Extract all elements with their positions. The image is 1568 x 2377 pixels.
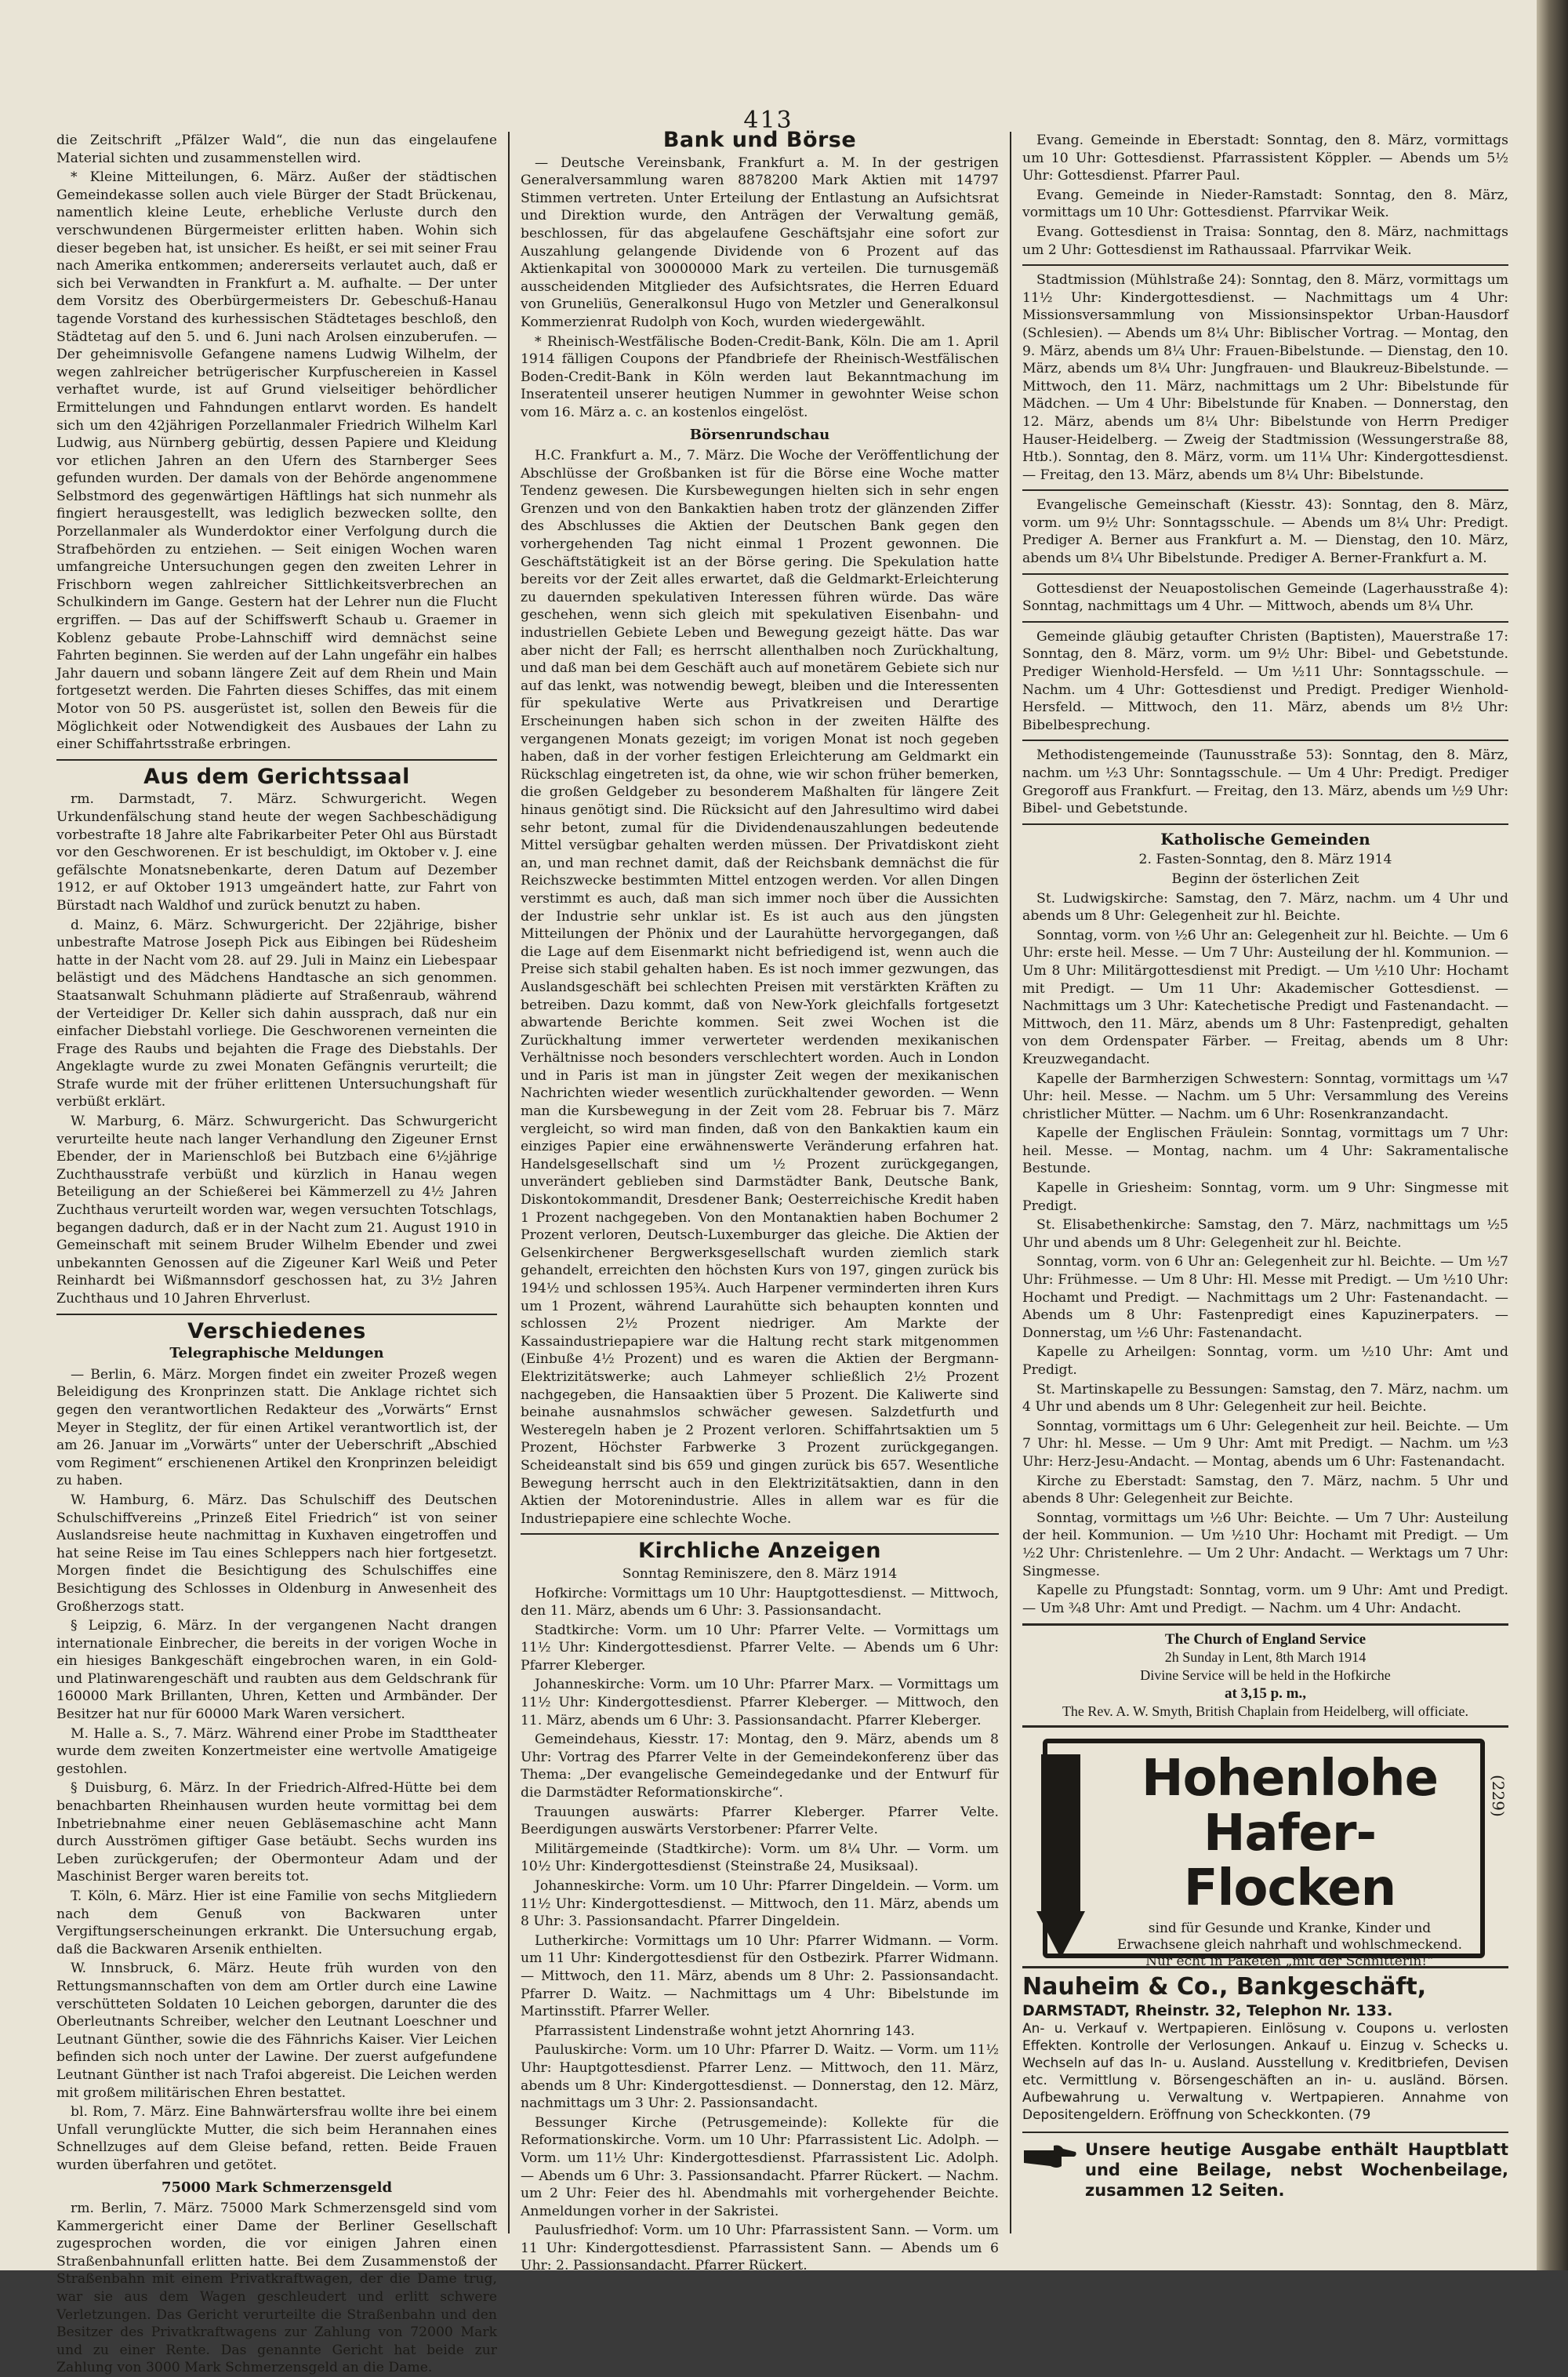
ad-hohenlohe-text: sind für Gesunde und Kranke, Kinder und Erwachsene gleich nahrhaft und wohlschmeckend. Nur echt in Paketen „mit der Schnitterin!“ (1116, 1921, 1463, 1970)
church-entry: Kirche zu Eberstadt: Samstag, den 7. März, nachm. 5 Uhr und abends 8 Uhr: Gelegenheit zur Beichte. (1022, 1473, 1508, 1507)
church-entry: Kapelle der Barmherzigen Schwestern: Sonntag, vormittags um ¼7 Uhr: heil. Messe. — Nachm. um 5 Uhr: Versammlung des Vereins christlicher Mütter. — Nachm. um 6 Uhr: Rosenkranzandacht. (1022, 1070, 1508, 1122)
church-entry: Paulusfriedhof: Vorm. um 10 Uhr: Pfarrassistent Sann. — Vorm. um 11 Uhr: Kindergottesdienst. Pfarrassistent Sann. — Abends um 6 Uhr: 2. Passionsandacht. Pfarrer Rückert. (521, 2223, 999, 2274)
church-entry: St. Elisabethenkirche: Samstag, den 7. März, nachmittags um ½5 Uhr und abends um 8 Uhr: Gelegenheit zur hl. Beichte. (1022, 1217, 1508, 1251)
divider (56, 1314, 497, 1315)
article-paragraph: — Deutsche Vereinsbank, Frankfurt a. M. In der gestrigen Generalversammlung waren 8878200 Mark Aktien mit 14797 Stimmen vertreten. Unter Erteilung der Entlastung an Aufsichtsrat und Direktion wurde, den Anträgen der Verwaltung gemäß, beschlossen, für das abgelaufene Geschäftsjahr eine sofort zur Auszahlung gelangende Dividende von 6 Prozent auf das Aktienkapital von 30000000 Mark zu verteilen. Die turnusgemäß ausscheidenden Mitglieder des Aufsichtsrates, die Herren Eduard von Gruneliüs, Generalkonsul Hugo von Metzler und Generalkonsul Kommerzienrat Rudolph von Koch, wurden wiedergewählt. (521, 154, 999, 330)
church-entry-neuapostolisch: Gottesdienst der Neuapostolischen Gemeinde (Lagerhausstraße 4): Sonntag, nachmittags um 4 Uhr. — Mittwoch, abends um 8¼ Uhr. (1022, 580, 1508, 615)
article-paragraph: H.C. Frankfurt a. M., 7. März. Die Woche der Veröffentlichung der Abschlüsse der Großbanken ist für die Börse eine Woche matter Tendenz gewesen. Die Kursbewegungen hielten sich in sehr engen Grenzen und von den Bankaktien haben trotz der glänzenden Ziffer des Abschlusses die Aktien der Deutschen Bank gegen den vorhergehenden Tag nicht einmal 1 Prozent gewonnen. Die Geschäftstätigkeit ist an der Börse gering. Die Spekulation hatte bereits vor der Zeit alles erwartet, daß die Geldmarkt-Erleichterung zu dauernden spekulativen Interessen führen würde. Das wäre geschehen, wenn sich gleich mit spekulativen Eisenbahn- und industriellen Gebiete Leben und Bewegung gezeigt hätte. Das war aber nicht der Fall; es herrscht allenthalben noch Zurückhaltung, und daß man bei dem Geschäft auch auf monetärem Gebiete sich nur auf das lenkt, was notwendig bewegt, bleiben und die Interessenten für spekulative Werte aus Privatkreisen und Derartige Erscheinungen haben sich schon in der zweiten Hälfte des vergangenen Monats gezeigt; im vorigen Monat ist noch gegeben haben, daß in der vorher festigen Erleichterung am Geldmarkt ein Rückschlag eingetreten ist, da ohne, wie wir schon früher bemerken, die großen Geldgeber zu besonderem Maßhalten für längere Zeit hinaus genötigt sind. Die Rücksicht auf den Jahresultimo wird dabei sehr betont, zumal für die Dividendenauszahlungen bedeutende Mittel versügbar gehalten werden müssen. Der Privatdiskont zieht an, und man rechnet damit, daß der Reichsbank demnächst die für Reichszwecke bestimmten Mittel entzogen werden. Vor allen Dingen verstimmt es auch, daß man sich immer noch über die Aussichten der Industrie sehr unklar ist. Es ist auch aus den jüngsten Mitteilungen der Phönix und der Laurahütte hervorgegangen, daß die Lage auf dem Eisenmarkt nicht befriedigend ist, wenn auch die Preise sich stabil gehalten haben. Es ist noch immer gezwungen, das Auslandsgeschäft bei schlechten Preisen mit verstärkten Kräften zu betreiben. Dazu kommt, daß von New-York gleichfalls fortgesetzt abwartende Berichte kommen. Seit zwei Wochen ist die Zurückhaltung immer verwerteter werdenden mexikanischen Verhältnisse noch besonders verschlechtert worden. Auch in London und in Paris ist man in jüngster Zeit wegen der mexikanischen Nachrichten wieder wesentlich zurückhaltender geworden. — Wenn man die Kursbewegung in der Zeit vom 28. Februar bis 7. März vergleicht, so wird man finden, daß von den Bankaktien kaum ein einziges Papier eine erwähnenswerte Veränderung erfahren hat. Handelsgesellschaft sind um ½ Prozent zurückgegangen, unverändert geblieben sind Darmstädter Bank, Deutsche Bank, Diskontokommandit, Dresdener Bank; Oesterreichische Kredit haben 1 Prozent nachgegeben. Von den Montanaktien haben Bochumer 2 Prozent verloren, Deutsch-Luxemburger das gleiche. Die Aktien der Gelsenkirchener Bergwerksgesellschaft wurden ziemlich stark gehandelt, erreichten den höchsten Kurs von 197, gingen zurück bis 194½ und schlossen 195¾. Auch Harpener verminderten ihren Kurs um 1 Prozent, während Laurahütte sich behaupten konnten und schlossen 2½ Prozent niedriger. Am Markte der Kassaindustriepapiere war die Haltung recht stark mitgenommen (Einbuße 4½ Prozent) und es waren die Aktien der Bergmann-Elektrizitätswerke; auch Lahmeyer schließlich 2½ Prozent nachgegeben, die Hansaaktien über 5 Prozent. Die Kaliwerte sind beinahe ausnahmslos schwächer gewesen. Salzdetfurth und Westeregeln haben je 2 Prozent verloren. Schiffahrtsaktien um 5 Prozent, Höchster Farbwerke 3 Prozent zurückgegangen. Scheideanstalt sind bis 659 und gingen zurück bis 657. Wesentliche Bewegung herrscht auch in den Elektrizitätsaktien, dann in den Aktien der Motorenindustrie. Alles in allem war es für die Industriepapiere eine schlechte Woche. (521, 448, 999, 1527)
church-entry: Johanneskirche: Vorm. um 10 Uhr: Pfarrer Dingeldein. — Vorm. um 11½ Uhr: Kindergottesdienst. — Mittwoch, den 11. März, abends um 8 Uhr: 3. Passionsandacht. Pfarrer Dingeldein. (521, 1878, 999, 1930)
church-entry: Johanneskirche: Vorm. um 10 Uhr: Pfarrer Marx. — Vormittags um 11½ Uhr: Kindergottesdienst. Pfarrer Kleberger. — Mittwoch, den 11. März, abends um 6 Uhr: 3. Passionsandacht. Pfarrer Kleberger. (521, 1677, 999, 1728)
church-entry: Pfarrassistent Lindenstraße wohnt jetzt Ahornring 143. (535, 2023, 915, 2039)
divider (56, 759, 497, 761)
ad-church-line: 2h Sunday in Lent, 8th March 1914 (1164, 1649, 1367, 1666)
church-entry: Sonntag, vorm. von ½6 Uhr an: Gelegenheit zur hl. Beichte. — Um 6 Uhr: erste heil. Messe. — Um 7 Uhr: Austeilung der hl. Kommunion. — Um 8 Uhr: Militärgottesdienst mit Predigt. — Um ½10 Uhr: Hochamt mit Predigt. — Um 11 Uhr: Akademischer Gottesdienst. — Nachmittags um 3 Uhr: Katechetische Predigt und Fastenandacht. — Mittwoch, den 11. März, abends um 8 Uhr: Fastenpredigt, gehalten von dem Ordenspater Färber. — Freitag, abends um 8 Uhr: Kreuzwegandacht. (1022, 927, 1508, 1067)
ad-church-of-england (1022, 1623, 1508, 1728)
divider (521, 1533, 999, 1535)
church-entry: Evang. Gemeinde in Eberstadt: Sonntag, den 8. März, vormittags um 10 Uhr: Gottesdienst. Pfarrassistent Köppler. — Abends um 5½ Uhr: Gottesdienst. Pfarrer Paul. (1022, 133, 1508, 184)
church-entry: Trauungen auswärts: Pfarrer Kleberger. Pfarrer Velte. Beerdigungen auswärts Verstorbener: Pfarrer Velte. (521, 1804, 999, 1838)
ad-hohenlohe-brand: Hohenlohe (1142, 1750, 1438, 1808)
ad-bank-address: DARMSTADT, Rheinstr. 32, Telephon Nr. 133. (1022, 2002, 1393, 2020)
article-paragraph: W. Hamburg, 6. März. Das Schulschiff des Deutschen Schulschiffvereins „Prinzeß Eitel Friedrich“ ist von seiner Auslandsreise heute nachmittag in Kuxhaven eingetroffen und hat seine Reise im Tau eines Schleppers nach hier fortgesetzt. Morgen findet die Besichtigung des Schulschiffes eine Besichtigung des Schlosses in Oldenburg in Anwesenheit des Großherzogs statt. (56, 1492, 497, 1615)
church-entry: Bessunger Kirche (Petrusgemeinde): Kollekte für die Reformationskirche. Vorm. um 10 Uhr: Pfarrassistent Lic. Adolph. — Vorm. um 11½ Uhr: Kindergottesdienst. Pfarrassistent Lic. Adolph. — Abends um 6 Uhr: 3. Passionsandacht. Pfarrer Rückert. — Nachm. um 2 Uhr: Feier des hl. Abendmahls mit vorhergehender Beichte. Anmeldungen vorher in der Sakristei. (521, 2114, 999, 2219)
ad-church-title: The Church of England Service (1164, 1631, 1367, 1648)
section-title-gerichtssaal: Aus dem Gerichtssaal (143, 764, 410, 789)
church-entry: Hofkirche: Vormittags um 10 Uhr: Hauptgottesdienst. — Mittwoch, den 11. März, abends um 6 Uhr: 3. Passionsandacht. (521, 1585, 999, 1619)
ad-bank-services: An- u. Verkauf v. Wertpapieren. Einlösung v. Coupons u. verlosten Effekten. Kontrolle der Verlosungen. Ankauf u. Einzug v. Schecks u. Wechseln auf das In- u. Ausland. Ausstellung v. Kreditbriefen, Devisen etc. Vermittlung v. Börsengeschäften an in- u. ausländ. Börsen. Aufbewahrung u. Verwaltung v. Wertpapieren. Annahme von Depositengeldern. Eröffnung von Scheckkonten. (79 (1022, 2021, 1508, 2124)
ad-church-line: The Rev. A. W. Smyth, British Chaplain from Heidelberg, will officiate. (1062, 1703, 1469, 1720)
church-entry: Sonntag, vorm. von 6 Uhr an: Gelegenheit zur hl. Beichte. — Um ½7 Uhr: Frühmesse. — Um 8 Uhr: Hl. Messe mit Predigt. — Um ½10 Uhr: Hochamt und Predigt. — Nachmittags um 2 Uhr: Fastenandacht. — Abends um 8 Uhr: Fastenpredigt eines Kapuzinerpaters. — Donnerstag, um ½6 Uhr: Fastenandacht. (1022, 1254, 1508, 1341)
edition-notice (1022, 2132, 1508, 2201)
ad-hohenlohe-product: Hafer-Flocken (1183, 1805, 1396, 1918)
church-entry: Militärgemeinde (Stadtkirche): Vorm. um 8¼ Uhr. — Vorm. um 10½ Uhr: Kindergottesdienst (Steinstraße 24, Musiksaal). (521, 1841, 999, 1875)
church-entry: Kapelle zu Pfungstadt: Sonntag, vorm. um 9 Uhr: Amt und Predigt. — Um ¾8 Uhr: Amt und Predigt. — Nachm. um 4 Uhr: Andacht. (1022, 1583, 1508, 1616)
article-paragraph: § Leipzig, 6. März. In der vergangenen Nacht drangen internationale Einbrecher, die bereits in der vorigen Woche in ein hiesiges Bankgeschäft eingebrochen waren, in ein Gold- und Platinwarengeschäft und raubten aus dem Geldschrank für 160000 Mark Brillanten, Uhren, Ketten und Armbänder. Der Besitzer hat nur für 60000 Mark Waren versichert. (56, 1618, 497, 1723)
church-entry: Sonntag, vormittags um ½6 Uhr: Beichte. — Um 7 Uhr: Austeilung der heil. Kommunion. — Um ½10 Uhr: Hochamt mit Predigt. — Um ½2 Uhr: Christenlehre. — Um 2 Uhr: Andacht. — Werktags um 7 Uhr: Singmesse. (1022, 1510, 1508, 1579)
kirchliche-date: Sonntag Reminiszere, den 8. März 1914 (622, 1565, 898, 1582)
church-entry: St. Martinskapelle zu Bessungen: Samstag, den 7. März, nachm. um 4 Uhr und abends um 8 Uhr: Gelegenheit zur heil. Beichte. (1022, 1381, 1508, 1416)
church-entry: Lutherkirche: Vormittags um 10 Uhr: Pfarrer Widmann. — Vorm. um 11 Uhr: Kindergottesdienst für den Ostbezirk. Pfarrer Widmann. — Mittwoch, den 11. März, abends um 8 Uhr: 2. Passionsandacht. Pfarrer D. Waitz. — Nachmittags um 4 Uhr: Bibelstunde im Martinsstift. Pfarrer Weller. (521, 1932, 999, 2020)
article-paragraph: rm. Darmstadt, 7. März. Schwurgericht. Wegen Urkundenfälschung stand heute der wegen Sachbeschädigung vorbestrafte 18 Jahre alte Fabrikarbeiter Peter Ohl aus Bürstadt vor den Geschworenen. Er ist beschuldigt, im Oktober v. J. eine gefälschte Monatsnebenkarte, deren Datum auf Dezember 1912, er auf Oktober 1913 umgeändert hatte, zur Fahrt von Bürstadt nach Waldhof und zurück benutzt zu haben. (56, 791, 497, 914)
church-entry: Pauluskirche: Vorm. um 10 Uhr: Pfarrer D. Waitz. — Vorm. um 11½ Uhr: Hauptgottesdienst. Pfarrer Lenz. — Mittwoch, den 11. März, abends um 8 Uhr: Kindergottesdienst. — Donnerstag, den 12. März, nachmittags um 3 Uhr: 2. Passionsandacht. (521, 2042, 999, 2112)
arrow-icon (1036, 1754, 1085, 1958)
section-title-verschiedenes: Verschiedenes (187, 1318, 366, 1343)
kath-subtitle: Beginn der österlichen Zeit (1171, 870, 1359, 887)
church-entry: Sonntag, vormittags um 6 Uhr: Gelegenheit zur heil. Beichte. — Um 7 Uhr: hl. Messe. — Um 9 Uhr: Amt mit Predigt. — Nachm. um ½3 Uhr: Herz-Jesu-Andacht. — Montag, abends um 6 Uhr: Fastenandacht. (1022, 1418, 1508, 1470)
article-paragraph: rm. Berlin, 7. März. 75000 Mark Schmerzensgeld sind vom Kammergericht einer Dame der Berliner Gesellschaft zugesprochen worden, die vor einigen Jahren einen Straßenbahnunfall erlitten hatte. Bei dem Zusammenstoß der Straßenbahn mit einem Privatkraftwagen, der die Dame trug, war sie aus dem Wagen geschleudert und erlitt schwere Verletzungen. Das Gericht verurteilte die Straßenbahn und den Besitzer des Privatkraftwagens zur Zahlung von 72000 Mark und zu einer Rente. Das genannte Gericht hat beide zur Zahlung von 3000 Mark Schmerzensgeld an die Dame. (56, 2201, 497, 2376)
article-paragraph: M. Halle a. S., 7. März. Während einer Probe im Stadttheater wurde dem zweiten Konzertmeister eine wertvolle Amatigeige gestohlen. (56, 1725, 497, 1777)
divider (1022, 740, 1508, 741)
ad-church-time: at 3,15 p. m., (1225, 1685, 1306, 1703)
article-paragraph: bl. Rom, 7. März. Eine Bahnwärtersfrau wollte ihre bei einem Unfall verunglückte Mutter, die sich beim Herannahen eines Schnellzuges auf dem Gleise befand, retten. Beide Frauen wurden überfahren und getötet. (56, 2104, 497, 2173)
article-paragraph: W. Innsbruck, 6. März. Heute früh wurden von den Rettungsmannschaften von dem am Ortler durch eine Lawine verschütteten Soldaten 10 Leichen geborgen, darunter die des Oberleutnants Schreiber, welcher den Leutnant Loeschner und Leutnant Günther, sowie die des Fähnrichs Kaiser. Vier Leichen befinden sich noch unter der Lawine. Der zuerst aufgefundene Leutnant Günther ist nach Trafoi abgereist. Die Leichen werden mit großem militärischen Ehren bestattet. (56, 1961, 497, 2101)
divider (1022, 264, 1508, 266)
article-paragraph: * Rheinisch-Westfälische Boden-Credit-Bank, Köln. Die am 1. April 1914 fälligen Coupons der Pfandbriefe der Rheinisch-Westfälischen Boden-Credit-Bank in Köln werden laut Bekanntmachung im Inseratenteil unserer heutigen Nummer in gewohnter Weise schon vom 16. März a. c. an kostenlos eingelöst. (521, 333, 999, 420)
ad-bank-name: Nauheim & Co., Bankgeschäft, (1022, 1973, 1427, 2001)
divider (1022, 573, 1508, 575)
divider (1022, 621, 1508, 623)
section-title-katholisch: Katholische Gemeinden (1160, 829, 1370, 849)
church-entry: Evang. Gottesdienst in Traisa: Sonntag, den 8. März, nachmittags um 2 Uhr: Gottesdienst im Rathaussaal. Pfarrvikar Weik. (1022, 224, 1508, 258)
church-entry-baptisten: Gemeinde gläubig getaufter Christen (Baptisten), Mauerstraße 17: Sonntag, den 8. März, vorm. um 9½ Uhr: Bibel- und Gebetstunde. Prediger Wienhold-Hersfeld. — Um ½11 Uhr: Sonntagsschule. — Nachm. um 4 Uhr: Gottesdienst und Predigt. Prediger Wienhold-Hersfeld. — Mittwoch, den 11. März, abends um 8½ Uhr: Bibelbesprechung. (1022, 628, 1508, 733)
church-entry-methodisten: Methodistengemeinde (Taunusstraße 53): Sonntag, den 8. März, nachm. um ½3 Uhr: Sonntagsschule. — Um 4 Uhr: Predigt. Prediger Gregoroff aus Frankfurt. — Freitag, den 13. März, abends um ½9 Uhr: Bibel- und Gebetstunde. (1022, 747, 1508, 817)
ad-hohenlohe (1043, 1739, 1508, 1970)
ad-reference-number: (229) (1489, 1775, 1508, 1818)
church-entry: Stadtkirche: Vorm. um 10 Uhr: Pfarrer Velte. — Vormittags um 11½ Uhr: Kindergottesdienst. Pfarrer Velte. — Abends um 6 Uhr: Pfarrer Kleberger. (521, 1622, 999, 1674)
article-paragraph: T. Köln, 6. März. Hier ist eine Familie von sechs Mitgliedern nach dem Genuß von Backwaren unter Vergiftungserscheinungen erkrankt. Die Untersuchung ergab, daß die Backwaren Arsenik enthielten. (56, 1888, 497, 1957)
divider (1022, 489, 1508, 491)
church-entry: Kapelle der Englischen Fräulein: Sonntag, vormittags um 7 Uhr: heil. Messe. — Montag, nachm. um 4 Uhr: Sakramentalische Bestunde. (1022, 1125, 1508, 1177)
church-entry: Kapelle zu Arheilgen: Sonntag, vorm. um ½10 Uhr: Amt und Predigt. (1022, 1344, 1508, 1378)
column-right (1010, 132, 1519, 2233)
church-entry: St. Ludwigskirche: Samstag, den 7. März, nachm. um 4 Uhr und abends um 8 Uhr: Gelegenheit zur hl. Beichte. (1022, 890, 1508, 925)
article-paragraph: d. Mainz, 6. März. Schwurgericht. Der 22jährige, bisher unbestrafte Matrose Joseph Pick aus Eibingen bei Rüdesheim hatte in der Nacht vom 28. auf 29. Juli in Mainz ein Liebespaar belästigt und des Mädchens Handtasche an sich genommen. Staatsanwalt Schuhmann plädierte auf Straßenraub, während der Verteidiger Dr. Keller sich dahin aussprach, daß nur ein einfacher Diebstahl vorliege. Die Geschworenen verneinten die Frage des Raubs und bejahten die Frage des Diebstahls. Der Angeklagte wurde zu zwei Monaten Gefängnis verurteilt; die Strafe wurde mit der früher erlittenen Untersuchungshaft für verbüßt erklärt. (56, 917, 497, 1110)
column-middle (508, 128, 1010, 2274)
church-entry: Evang. Gemeinde in Nieder-Ramstadt: Sonntag, den 8. März, vormittags um 10 Uhr: Gottesdienst. Pfarrvikar Weik. (1022, 187, 1508, 221)
column-left (45, 132, 508, 2376)
article-paragraph: W. Marburg, 6. März. Schwurgericht. Das Schwurgericht verurteilte heute nach langer Verhandlung den Zigeuner Ernst Ebender, der in Marienschloß bei Butzbach eine 6½jährige Zuchthausstrafe verbüßt und kürzlich in Hanau wegen Beteiligung an der Schießerei bei Kämmerzell zu 4½ Jahren Zuchthaus verurteilt worden war, wegen versuchten Totschlags, begangen dadurch, daß er in der Nacht zum 21. August 1910 in Gemeinschaft mit seinem Bruder Wilhelm Ebender und zwei unbekannten Genossen auf die Zigeuner Karl Weiß und Peter Reinhardt bei Wißmannsdorf geschossen hat, zu 3½ Jahren Zuchthaus und 10 Jahren Ehrverlust. (56, 1114, 497, 1307)
page-number: 413 (743, 107, 793, 134)
article-paragraph: — Berlin, 6. März. Morgen findet ein zweiter Prozeß wegen Beleidigung des Kronprinzen statt. Die Anklage richtet sich gegen den verantwortlichen Redakteur des „Vorwärts“ Ernst Meyer in Steglitz, der für einen Artikel verantwortlich ist, der am 26. Januar im „Vorwärts“ unter der Ueberschrift „Abschied vom Regiment“ erschienenen Artikel den Kronprinzen beleidigt zu haben. (56, 1366, 497, 1489)
subsection-title-telegraphische: Telegraphische Meldungen (169, 1345, 384, 1362)
pointing-hand-icon (1022, 2139, 1077, 2171)
ad-bank-nauheim (1022, 1966, 1508, 2124)
edition-notice-text: Unsere heutige Ausgabe enthält Hauptblatt und eine Beilage, nebst Wochenbeilage, zusammen 12 Seiten. (1085, 2140, 1508, 2201)
church-entry-stadtmission: Stadtmission (Mühlstraße 24): Sonntag, den 8. März, vormittags um 11½ Uhr: Kindergottesdienst. — Nachmittags um 4 Uhr: Missionsversammlung von Missionsinspektor Urban-Hausdorf (Schlesien). — Abends um 8¼ Uhr: Biblischer Vortrag. — Montag, den 9. März, abends um 8¼ Uhr: Frauen-Bibelstunde. — Dienstag, den 10. März, abends um 8¼ Uhr: Jungfrauen- und Blaukreuz-Bibelstunde. — Mittwoch, den 11. März, nachmittags um 2 Uhr: Bibelstunde für Mädchen. — Um 4 Uhr: Bibelstunde für Knaben. — Donnerstag, den 12. März, abends um 8¼ Uhr: Bibelstunde von Herrn Prediger Hauser-Heidelberg. — Zweig der Stadtmission (Wessungerstraße 88, Htb.). Sonntag, den 8. März, vorm. um 11¼ Uhr: Kindergottesdienst. — Freitag, den 13. März, abends um 8¼ Uhr: Bibelstunde. (1022, 272, 1508, 483)
subsection-title-schmerzensgeld: 75000 Mark Schmerzensgeld (161, 2179, 393, 2196)
kleine-mitteilungen: * Kleine Mitteilungen, 6. März. Außer der städtischen Gemeindekasse sollen auch viele Bürger der Stadt Brückenau, namentlich kleine Leute, erhebliche Verluste durch den verschwundenen Bürgermeister erlitten haben. Wohin sich dieser begeben hat, ist unsicher. Es heißt, er sei mit seiner Frau nach Amerika entkommen; andererseits verlautet auch, daß er sich bei Verwandten in Frankfurt a. M. aufhalte. — Der unter dem Vorsitz des Oberbürgermeisters Dr. Gebeschuß-Hanau tagende Vorstand des kurhessischen Städtetages beschloß, den Städtetag auf den 5. und 6. Juni nach Arolsen einzuberufen. — Der geheimnisvolle Gefangene namens Ludwig Wilhelm, der wegen zahlreicher betrügerischer Kurpfuschereien in Kassel verhaftet wurde, ist auf Grund vielseitiger behördlicher Ermittelungen und Fahndungen entlarvt worden. Es handelt sich um den 42jährigen Porzellanmaler Friedrich Wilhelm Karl Ludwig, aus Nürnberg gebürtig, dessen Papiere und Kleidung vor etlichen Jahren an den Ufern des Starnberger Sees gefunden wurden. Der damals von der Behörde angenommene Selbstmord des gegenwärtigen Häftlings hat sich nunmehr als fingiert herausgestellt, was lediglich bezwecken sollte, den Porzellanmaler als Wunderdoktor einer Verfolgung durch die Strafbehörden zu entziehen. — Seit einigen Wochen waren umfangreiche Untersuchungen gegen den zweiten Lehrer in Frischborn wegen zahlreicher Sittlichkeitsverbrechen an Schulkindern im Gange. Gestern hat der Lehrer nun die Flucht ergriffen. — Das auf der Schiffswerft Schaub u. Graemer in Koblenz gebaute Probe-Lahnschiff wird demnächst seine Fahrten beginnen. Sie werden auf der Lahn ungefähr ein halbes Jahr dauern und sobann längere Zeit auf dem Rhein und Main fortgesetzt werden. Die Fahrten dieses Schiffes, das mit einem Motor von 50 PS. ausgerüstet ist, sollen den Beweis für die Möglichkeit oder Notwendigkeit des Ausbaues der Lahn zu einer Schiffahrtsstraße erbringen. (56, 169, 497, 753)
church-entry: Kapelle in Griesheim: Sonntag, vorm. um 9 Uhr: Singmesse mit Predigt. (1022, 1180, 1508, 1214)
book-binding (1537, 0, 1568, 2270)
divider (1022, 823, 1508, 825)
ad-church-line: Divine Service will be held in the Hofkirche (1140, 1667, 1391, 1684)
section-title-kirchliche: Kirchliche Anzeigen (638, 1539, 881, 1564)
intro-text: die Zeitschrift „Pfälzer Wald“, die nun das eingelaufene Material sichten und zusammenstellen wird. (56, 133, 497, 166)
section-title-bank: Bank und Börse (662, 128, 857, 152)
article-paragraph: § Duisburg, 6. März. In der Friedrich-Alfred-Hütte bei dem benachbarten Rheinhausen wurden heute vormittag bei dem Inbetriebnahme einer neuen Gebläsemaschine acht Mann durch Ausströmen giftiger Gase betäubt. Sechs wurden ins Leben zurückgerufen; der Obermonteur Adam und der Maschinist Berger waren bereits tot. (56, 1780, 497, 1885)
church-entry-gemeinschaft: Evangelische Gemeinschaft (Kiesstr. 43): Sonntag, den 8. März, vorm. um 9½ Uhr: Sonntagsschule. — Abends um 8¼ Uhr: Predigt. Prediger A. Berner aus Frankfurt a. M. — Dienstag, den 10. März, abends um 8¼ Uhr Bibelstunde. Prediger A. Berner-Frankfurt a. M. (1022, 497, 1508, 567)
subsection-title-boersen: Börsenrundschau (689, 426, 830, 443)
church-entry: Gemeindehaus, Kiesstr. 17: Montag, den 9. März, abends um 8 Uhr: Vortrag des Pfarrer Velte in der Gemeindekonferenz über das Thema: „Der evangelische Gemeindegedanke und der Entwurf für die Darmstädter Reformationskirche“. (521, 1732, 999, 1801)
kath-date: 2. Fasten-Sonntag, den 8. März 1914 (1138, 852, 1392, 868)
columns (45, 128, 1519, 2376)
